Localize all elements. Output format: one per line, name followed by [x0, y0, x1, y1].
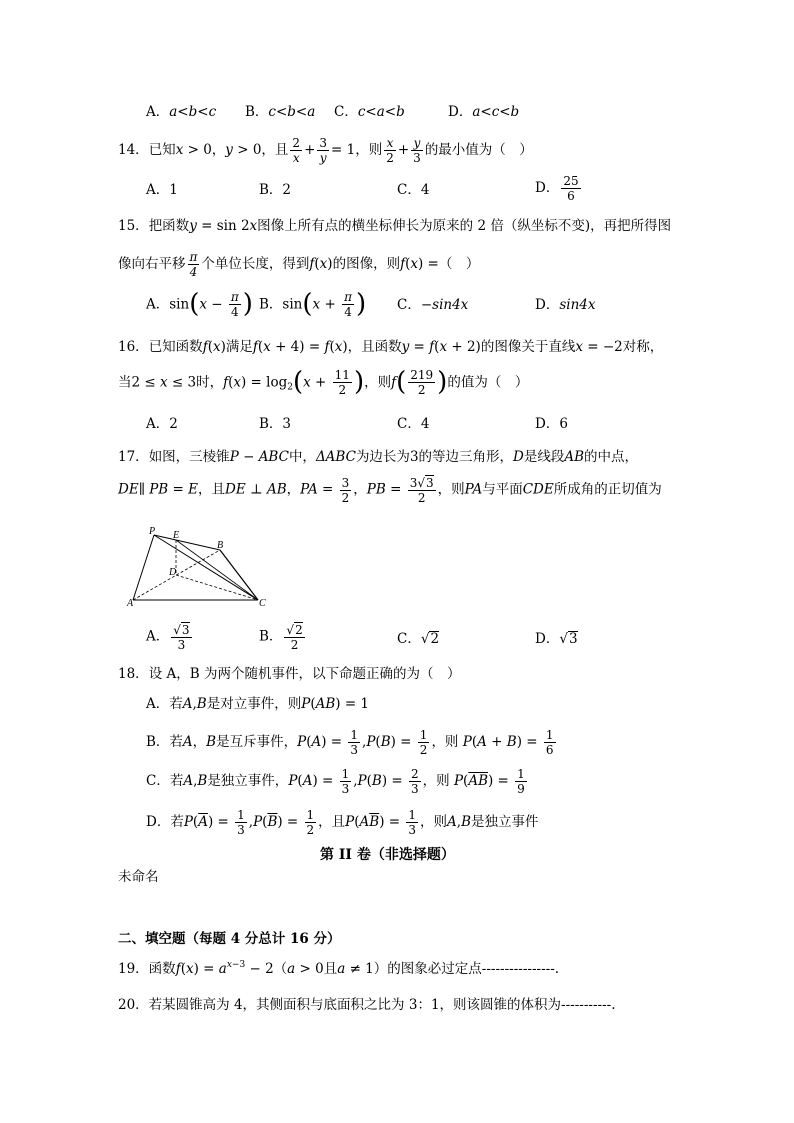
q16-option-b: B．3	[259, 416, 292, 432]
q14-option-d: D． $\frac{25}{6}$	[535, 174, 579, 203]
question-14: 14．已知x > 0，y > 0，且 $\frac{2}{x}$ + $\frac{3}{y}$ = 1，则 $\frac{x}{2}$ + $\frac{y}{3}$ 的最小值为（ ）	[118, 136, 533, 165]
question-17-line2: DE∥ PB = E，且DE ⊥ AB，PA = $\frac{3}{2}$ ，PB = $\frac{3√3}{2}$ ，则PA与平面CDE所成角的正切值为	[118, 475, 662, 505]
question-17-line1: 17．如图，三棱锥P − ABC中，ΔABC为边长为3的等边三角形，D是线段AB的中点，	[118, 449, 639, 465]
q18-option-a: A．若A,B是对立事件，则P(AB) = 1	[146, 696, 370, 712]
q14-option-c: C．4	[397, 182, 430, 198]
q15-option-a: A．sin(x − $\frac{\pi}{4}$ )	[146, 289, 253, 320]
fig-label-d: D	[169, 567, 177, 578]
q17-option-a: A． $\frac{√3}{3}$	[146, 623, 190, 652]
q16-option-a: A．2	[146, 416, 178, 432]
fig-label-e: E	[173, 530, 180, 541]
q15-option-d: D．sin4x	[535, 297, 596, 313]
q18-option-c: C．若A,B是独立事件，P(A) = $\frac{1}{3}$ ,P(B) = $\frac{2}{3}$ ，则 $P(\overline{AB})$ = $\frac{1}{9}$	[146, 767, 525, 796]
pyramid-figure	[125, 525, 270, 607]
q18-option-d: D．若$P(\overline{A})$ = $\frac{1}{3}$ $,P(\overline{B})$ = $\frac{1}{2}$ ，且$P(A\overline{B})$ = $\frac{1}{3}$ ，则A,B是独立事件	[146, 808, 539, 837]
fig-label-p: P	[149, 526, 156, 537]
q13-option-c: C．c<a<b	[334, 104, 405, 120]
fig-label-c: C	[259, 598, 266, 607]
q13-option-b: B．c<b<a	[245, 104, 316, 120]
q17-option-b: B． $\frac{√2}{2}$	[259, 623, 303, 652]
q17-option-d: D．√3	[535, 631, 578, 647]
question-19: 19．函数$f(x) = a^{x-3} - 2(a > 0$且a ≠ 1）的图象必过定点----------------.	[118, 960, 560, 977]
fig-label-b: B	[217, 540, 224, 551]
question-20: 20．若某圆锥高为 4，其侧面积与底面积之比为 3：1，则该圆锥的体积为-----------.	[118, 997, 616, 1013]
q17-option-c: C．√2	[397, 631, 440, 647]
section-2-title: 第 II 卷（非选择题）	[320, 847, 455, 863]
part2-heading: 二、填空题（每题 4 分总计 16 分）	[118, 931, 341, 947]
q14-option-a: A．1	[146, 182, 178, 198]
question-16-line1: 16．已知函数f(x)满足f(x + 4) = f(x)，且函数y = f(x + 2)的图像关于直线x = −2对称，	[118, 339, 664, 355]
q14-option-b: B．2	[259, 182, 292, 198]
q16-option-d: D．6	[535, 416, 568, 432]
q13-option-a: A．a<b<c	[146, 104, 217, 120]
q15-option-b: B．sin(x + $\frac{\pi}{4}$ )	[259, 289, 367, 320]
question-15-line2: 像向右平移 $\frac{\pi}{4}$ 个单位长度，得到f(x)的图像，则f(x) =（ ）	[118, 250, 480, 279]
q16-option-c: C．4	[397, 416, 430, 432]
question-16-line2: 当2 ≤ x ≤ 3时，$f(x) = \log_2(x$ + $\frac{11}{2}$ )，则f( $\frac{219}{2}$ )的值为（ ）	[118, 367, 529, 398]
fig-label-a: A	[127, 598, 134, 607]
question-18-title: 18．设 A，B 为两个随机事件，以下命题正确的为（ ）	[118, 666, 461, 682]
unnamed-label: 未命名	[118, 869, 159, 885]
q18-option-b: B．若A，B是互斥事件，P(A) = $\frac{1}{3}$ ,P(B) = $\frac{1}{2}$ ，则 P(A + B) = $\frac{1}{6}$	[146, 728, 554, 757]
question-15-line1: 15．把函数y = sin 2x图像上所有点的横坐标伸长为原来的 2 倍（纵坐标不变)，再把所得图	[118, 218, 672, 234]
q13-option-d: D．a<c<b	[448, 104, 520, 120]
q15-option-c: C．−sin4x	[397, 297, 469, 313]
